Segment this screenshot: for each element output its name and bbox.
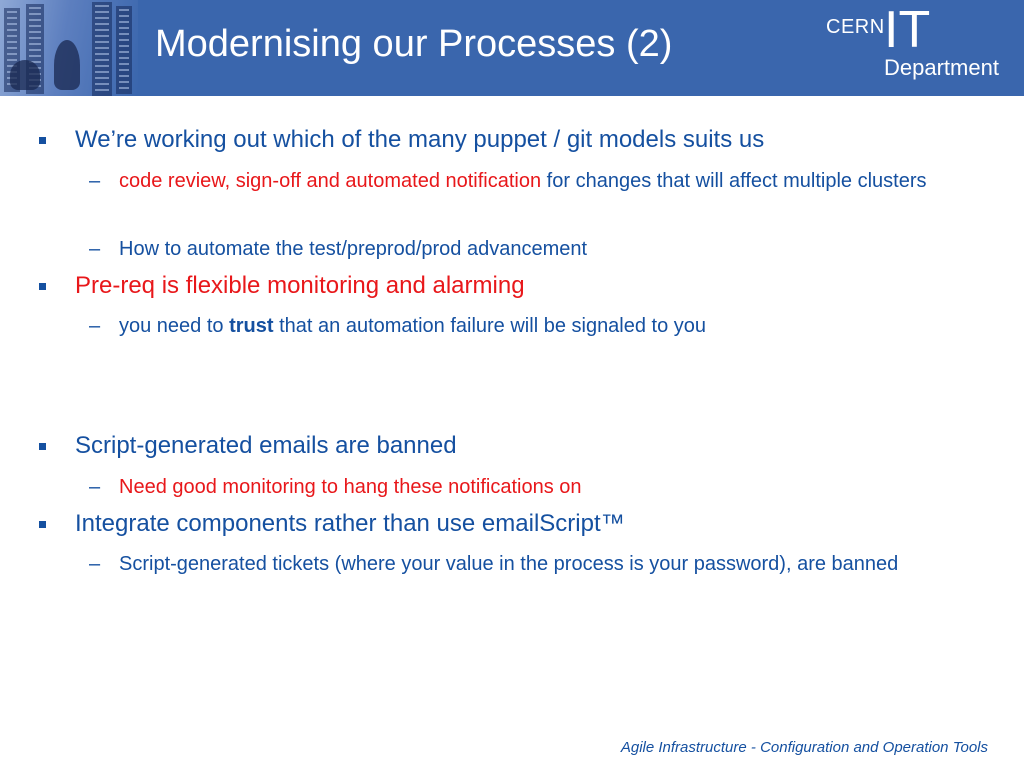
bullet-item (75, 126, 764, 155)
sub-bullet-text: Need good monitoring to hang these notifications on (119, 476, 582, 498)
sub-bullet-item (89, 472, 582, 502)
dash-icon: – (89, 238, 101, 260)
logo-cern-text: CERN (826, 16, 885, 38)
bullet-item (75, 432, 457, 461)
logo-department-text: Department (884, 55, 999, 80)
sub-bullet-item (89, 166, 999, 196)
bullet-text: Script-generated emails are banned (75, 432, 457, 459)
bullet-text: Pre-req is flexible monitoring and alarming (75, 272, 525, 299)
sub-bullet-text: Script-generated tickets (where your value in the process is your password), are banned (119, 553, 899, 575)
sub-bullet-item (89, 311, 707, 341)
slide-footer: Agile Infrastructure - Configuration and Operation Tools (620, 739, 988, 756)
square-bullet-icon (39, 521, 46, 528)
dash-icon: – (89, 315, 101, 337)
dash-icon: – (89, 170, 101, 192)
dash-icon: – (89, 553, 101, 575)
slide-title: Modernising our Processes (2) (155, 23, 673, 65)
sub-bullet-text: that an automation failure will be signaled to you (273, 315, 707, 337)
square-bullet-icon (39, 137, 46, 144)
sub-bullet-bold: trust (229, 315, 274, 337)
bullet-item (75, 510, 625, 539)
sub-bullet-text: for changes that will affect multiple clusters (541, 170, 927, 192)
square-bullet-icon (39, 443, 46, 450)
sub-bullet-item (89, 549, 999, 579)
sub-bullet-highlight: code review, sign-off and automated notification (119, 170, 542, 192)
logo-it-text: IT (884, 1, 931, 59)
bullet-text: Integrate components rather than use emailScript™ (75, 510, 625, 537)
sub-bullet-item (89, 234, 588, 264)
sub-bullet-text: How to automate the test/preprod/prod advancement (119, 238, 588, 260)
bullet-item (75, 272, 525, 301)
dash-icon: – (89, 476, 101, 498)
bullet-text: We’re working out which of the many puppet / git models suits us (75, 126, 765, 153)
sub-bullet-text: you need to (119, 315, 230, 337)
square-bullet-icon (39, 283, 46, 290)
